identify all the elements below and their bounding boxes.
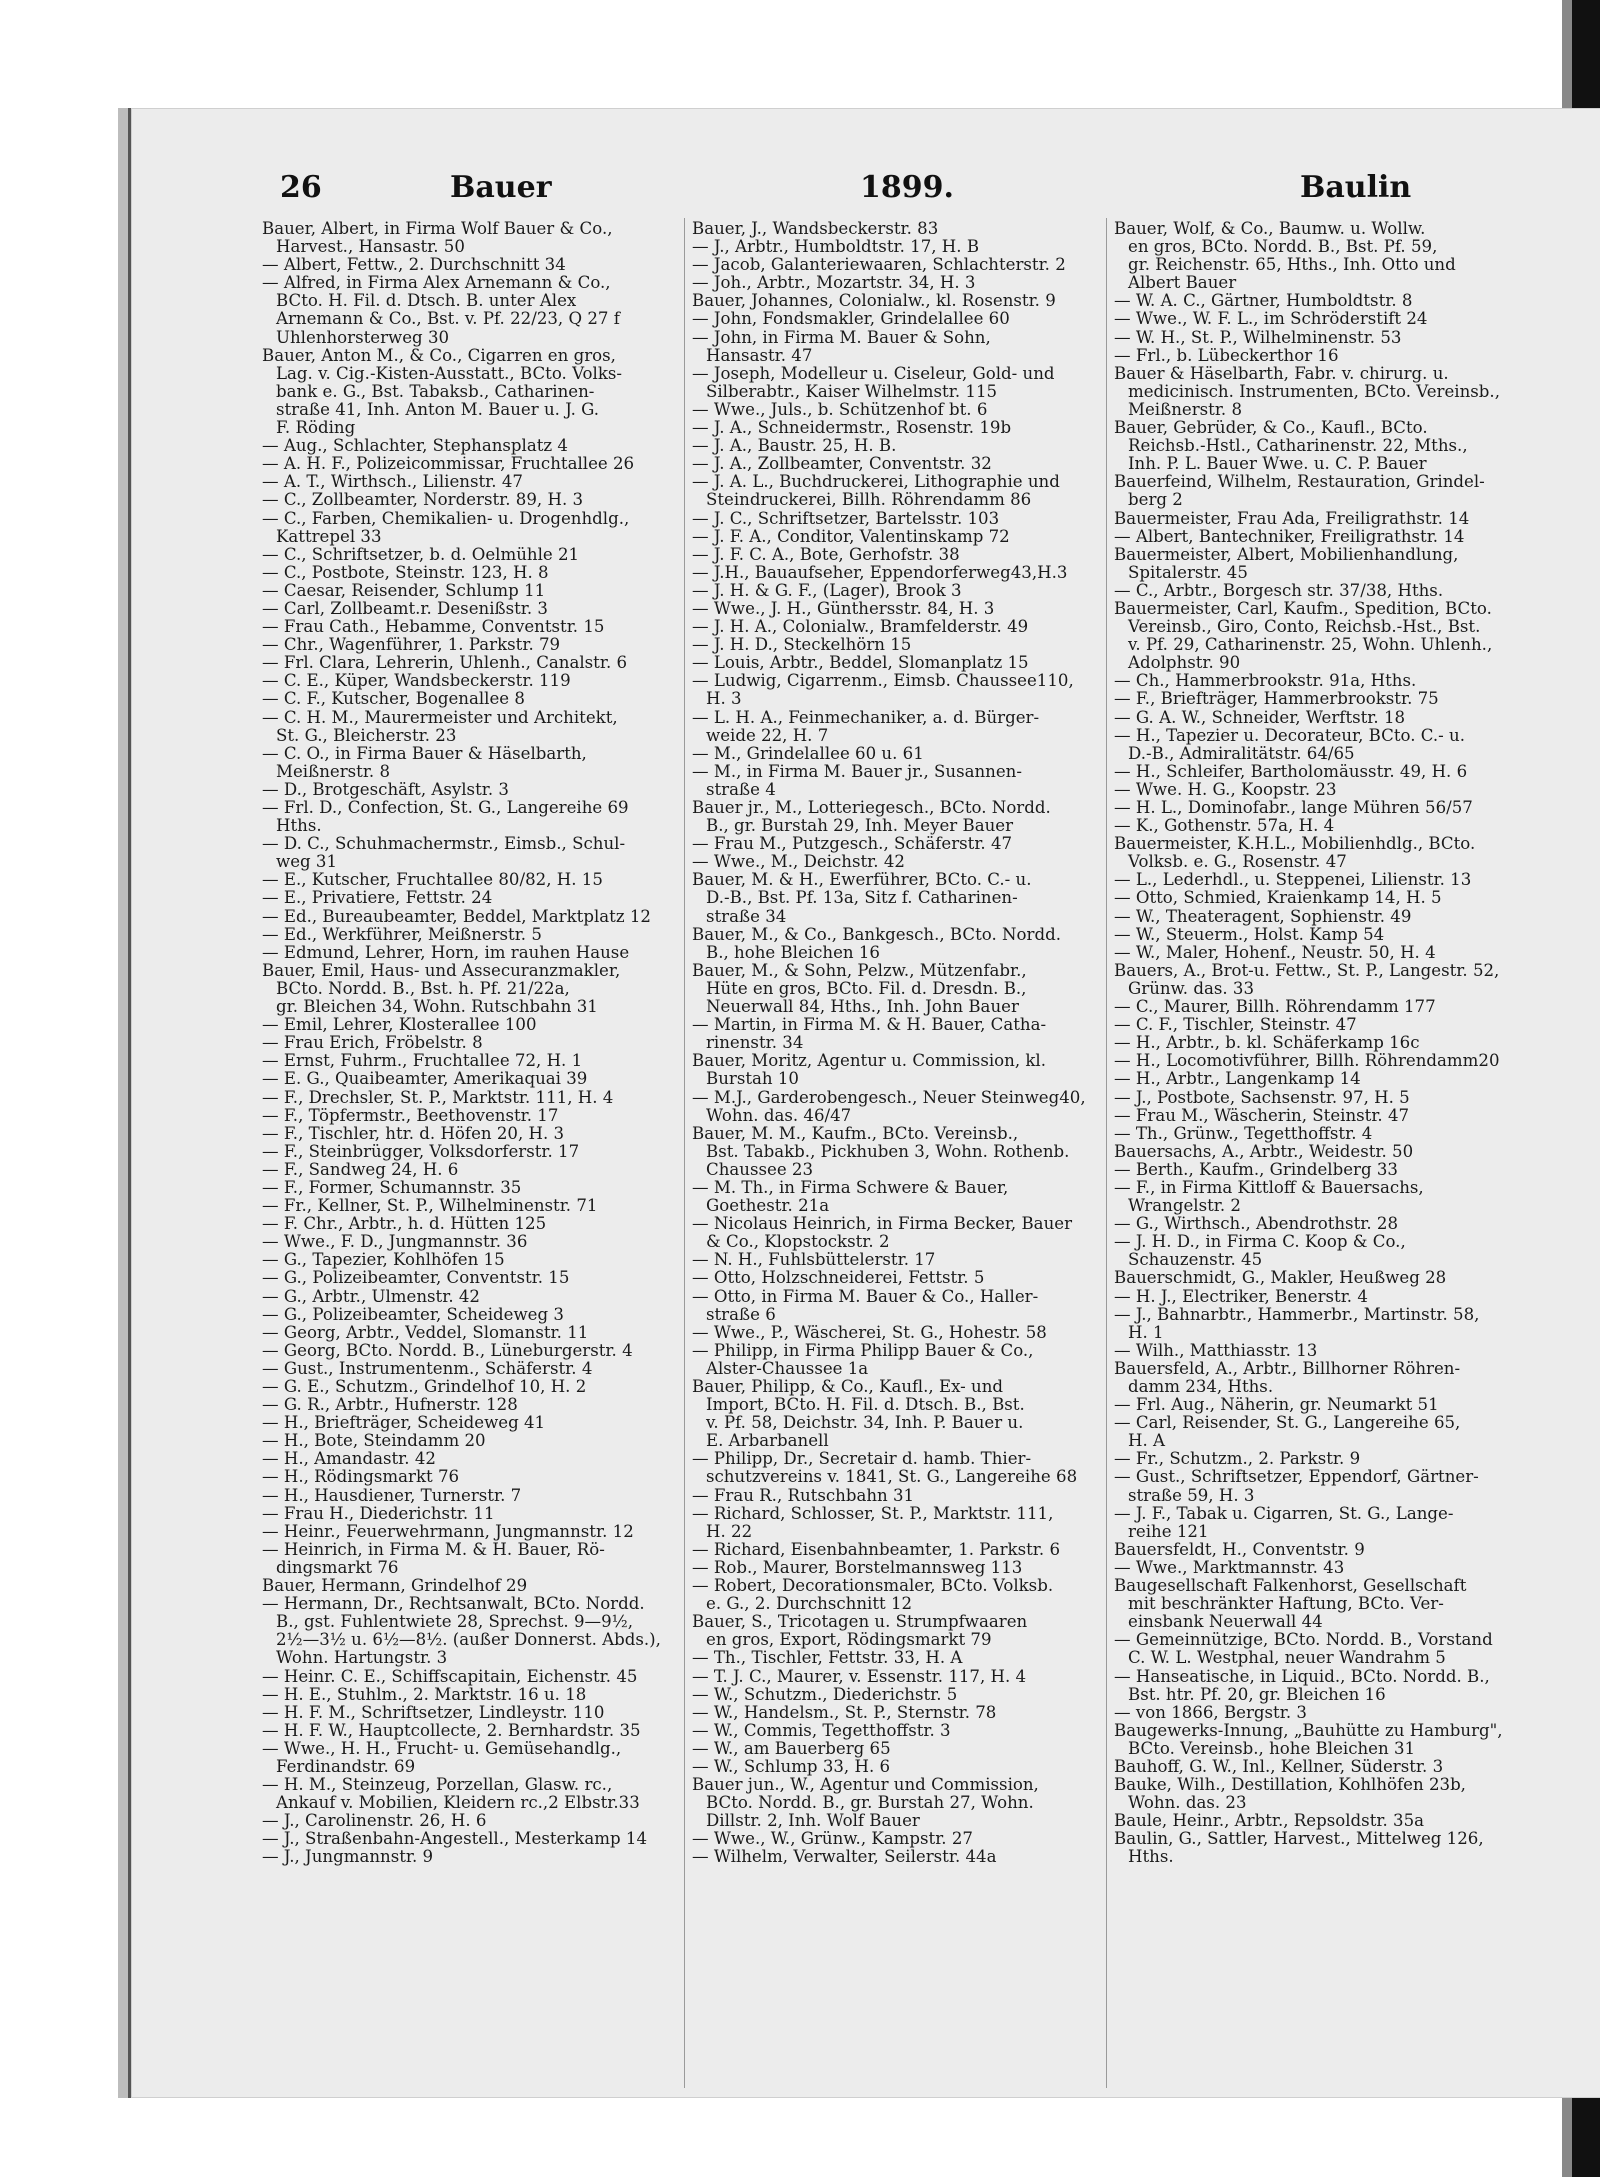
directory-entry: — F., Drechsler, St. P., Marktstr. 111, H. 4 bbox=[262, 1088, 614, 1107]
directory-entry: — Wwe., P., Wäscherei, St. G., Hohestr. 58 bbox=[692, 1323, 1047, 1342]
directory-entry: — H. J., Electriker, Benerstr. 4 bbox=[1114, 1287, 1368, 1306]
directory-entry: Bauermeister, Carl, Kaufm., Spedition, BCto. bbox=[1114, 599, 1492, 618]
directory-entry: Bauer, Johannes, Colonialw., kl. Rosenstr. 9 bbox=[692, 292, 1056, 311]
directory-entry: Alster-Chaussee 1a bbox=[706, 1359, 869, 1378]
directory-entry: Bauermeister, Frau Ada, Freiligrathstr. 14 bbox=[1114, 509, 1470, 528]
directory-entry: berg 2 bbox=[1128, 491, 1183, 510]
directory-entry: — J. A., Baustr. 25, H. B. bbox=[692, 437, 897, 456]
directory-entry: B., hohe Bleichen 16 bbox=[706, 943, 880, 962]
directory-entry: H. 3 bbox=[706, 690, 742, 709]
directory-entry: — Wwe., Juls., b. Schützenhof bt. 6 bbox=[692, 400, 988, 419]
directory-entry: — W., Theateragent, Sophienstr. 49 bbox=[1114, 907, 1412, 926]
directory-entry: schutzvereins v. 1841, St. G., Langereihe 68 bbox=[706, 1468, 1078, 1487]
directory-entry: — D., Brotgeschäft, Asylstr. 3 bbox=[262, 780, 509, 799]
column-2 bbox=[692, 220, 1132, 1867]
directory-entry: — Otto, in Firma M. Bauer & Co., Haller- bbox=[692, 1287, 1039, 1306]
directory-entry: — J., Jungmannstr. 9 bbox=[262, 1848, 434, 1867]
directory-entry: Bauer & Häselbarth, Fabr. v. chirurg. u. bbox=[1114, 364, 1449, 383]
directory-entry: — Wwe., Marktmannstr. 43 bbox=[1114, 1558, 1345, 1577]
directory-entry: — C., Farben, Chemikalien- u. Drogenhdlg., bbox=[262, 509, 630, 528]
directory-entry: Uhlenhorsterweg 30 bbox=[276, 328, 450, 347]
directory-entry: Bauer, M. & H., Ewerführer, BCto. C.- u. bbox=[692, 871, 1032, 890]
directory-entry: Arnemann & Co., Bst. v. Pf. 22/23, Q 27 f bbox=[276, 310, 620, 329]
directory-entry: — A. T., Wirthsch., Lilienstr. 47 bbox=[262, 473, 523, 492]
directory-entry: Bst. htr. Pf. 20, gr. Bleichen 16 bbox=[1128, 1685, 1386, 1704]
directory-entry: — H. F. M., Schriftsetzer, Lindleystr. 110 bbox=[262, 1703, 605, 1722]
directory-entry: — G., Polizeibeamter, Conventstr. 15 bbox=[262, 1269, 570, 1288]
directory-entry: — H. L., Dominofabr., lange Mühren 56/57 bbox=[1114, 799, 1473, 817]
directory-entry: mit beschränkter Haftung, BCto. Ver- bbox=[1128, 1595, 1444, 1614]
directory-entry: — F. Chr., Arbtr., h. d. Hütten 125 bbox=[262, 1215, 547, 1234]
directory-entry: gr. Bleichen 34, Wohn. Rutschbahn 31 bbox=[276, 998, 598, 1017]
directory-entry: Ankauf v. Mobilien, Kleidern rc.,2 Elbstr.33 bbox=[276, 1794, 640, 1813]
directory-entry: — J. A., Schneidermstr., Rosenstr. 19b bbox=[692, 419, 1012, 438]
directory-entry: Bauer, Albert, in Firma Wolf Bauer & Co., bbox=[262, 220, 613, 238]
directory-entry: — C. O., in Firma Bauer & Häselbarth, bbox=[262, 744, 587, 763]
directory-entry: Bauersfeld, A., Arbtr., Billhorner Röhren- bbox=[1114, 1359, 1461, 1378]
directory-entry: — J. F. A., Conditor, Valentinskamp 72 bbox=[692, 527, 1010, 546]
directory-entry: Wohn. das. 46/47 bbox=[706, 1106, 852, 1125]
directory-entry: — H. E., Stuhlm., 2. Marktstr. 16 u. 18 bbox=[262, 1685, 587, 1704]
directory-entry: Burstah 10 bbox=[706, 1070, 799, 1089]
directory-entry: — Heinrich, in Firma M. & H. Bauer, Rö- bbox=[262, 1540, 605, 1559]
directory-entry: — G., Arbtr., Ulmenstr. 42 bbox=[262, 1287, 480, 1306]
directory-entry: — W., Handelsm., St. P., Sternstr. 78 bbox=[692, 1703, 997, 1722]
directory-entry: Bauer, Wolf, & Co., Baumw. u. Wollw. bbox=[1114, 220, 1426, 238]
directory-entry: — W., Steuerm., Holst. Kamp 54 bbox=[1114, 925, 1385, 944]
directory-entry: Bauer jr., M., Lotteriegesch., BCto. Nordd. bbox=[692, 799, 1051, 817]
directory-entry: Reichsb.-Hstl., Catharinenstr. 22, Mths., bbox=[1128, 437, 1468, 456]
directory-entry: medicinisch. Instrumenten, BCto. Vereinsb., bbox=[1128, 382, 1500, 401]
directory-entry: — C., Postbote, Steinstr. 123, H. 8 bbox=[262, 563, 549, 582]
directory-entry: v. Pf. 29, Catharinenstr. 25, Wohn. Uhlenh., bbox=[1128, 636, 1493, 655]
directory-entry: — M.J., Garderobengesch., Neuer Steinweg40, bbox=[692, 1088, 1086, 1107]
directory-entry: D.-B., Bst. Pf. 13a, Sitz f. Catharinen- bbox=[706, 889, 1018, 908]
directory-entry: — Th., Tischler, Fettstr. 33, H. A bbox=[692, 1649, 963, 1668]
directory-entry: — Ernst, Fuhrm., Fruchtallee 72, H. 1 bbox=[262, 1052, 583, 1071]
column-3 bbox=[1114, 220, 1554, 1867]
directory-entry: Goethestr. 21a bbox=[706, 1197, 830, 1216]
directory-entry: — Wwe., M., Deichstr. 42 bbox=[692, 853, 905, 872]
directory-entry: Hths. bbox=[1128, 1848, 1174, 1867]
directory-entry: — Martin, in Firma M. & H. Bauer, Catha- bbox=[692, 1016, 1047, 1035]
directory-entry: — D. C., Schuhmachermstr., Eimsb., Schul- bbox=[262, 835, 626, 854]
header-left-word: Bauer bbox=[450, 170, 552, 205]
directory-entry: Bauer, S., Tricotagen u. Strumpfwaaren bbox=[692, 1613, 1028, 1632]
directory-entry: — J. H. D., Steckelhörn 15 bbox=[692, 636, 912, 655]
directory-entry: — L. H. A., Feinmechaniker, a. d. Bürger- bbox=[692, 708, 1040, 727]
directory-entry: Bauer, Philipp, & Co., Kaufl., Ex- und bbox=[692, 1378, 1004, 1396]
directory-entry: — H., Briefträger, Scheideweg 41 bbox=[262, 1414, 546, 1433]
directory-entry: Adolphstr. 90 bbox=[1128, 654, 1241, 673]
directory-entry: — Otto, Holzschneiderei, Fettstr. 5 bbox=[692, 1269, 985, 1288]
directory-entry: — C., Zollbeamter, Norderstr. 89, H. 3 bbox=[262, 491, 584, 510]
directory-entry: — Fr., Kellner, St. P., Wilhelminenstr. 71 bbox=[262, 1197, 598, 1216]
directory-entry: — H. M., Steinzeug, Porzellan, Glasw. rc., bbox=[262, 1776, 613, 1795]
directory-entry: Ferdinandstr. 69 bbox=[276, 1757, 416, 1776]
directory-entry: — J. C., Schriftsetzer, Bartelsstr. 103 bbox=[692, 509, 1000, 528]
directory-entry: bank e. G., Bst. Tabaksb., Catharinen- bbox=[276, 382, 595, 401]
directory-entry: Bst. Tabakb., Pickhuben 3, Wohn. Rothenb. bbox=[706, 1142, 1070, 1161]
directory-entry: — H., Arbtr., Langenkamp 14 bbox=[1114, 1070, 1361, 1089]
directory-entry: weg 31 bbox=[276, 853, 338, 872]
directory-entry: en gros, Export, Rödingsmarkt 79 bbox=[706, 1631, 992, 1650]
directory-entry: — J. F. C. A., Bote, Gerhofstr. 38 bbox=[692, 545, 960, 564]
directory-entry: Harvest., Hansastr. 50 bbox=[276, 238, 465, 257]
directory-entry: Lag. v. Cig.-Kisten-Ausstatt., BCto. Volks- bbox=[276, 364, 623, 383]
directory-entry: B., gst. Fuhlentwiete 28, Sprechst. 9—9½, bbox=[276, 1613, 634, 1632]
directory-entry: — F., Steinbrügger, Volksdorferstr. 17 bbox=[262, 1142, 580, 1161]
directory-entry: — Otto, Schmied, Kraienkamp 14, H. 5 bbox=[1114, 889, 1442, 908]
directory-entry: H. A bbox=[1128, 1432, 1166, 1451]
directory-entry: — Hanseatische, in Liquid., BCto. Nordd. B., bbox=[1114, 1667, 1490, 1686]
directory-entry: Bauer, Gebrüder, & Co., Kaufl., BCto. bbox=[1114, 419, 1428, 438]
directory-entry: Bauer, Moritz, Agentur u. Commission, kl. bbox=[692, 1052, 1047, 1071]
directory-entry: — H., Schleifer, Bartholomäusstr. 49, H. 6 bbox=[1114, 762, 1468, 781]
directory-entry: — H., Rödingsmarkt 76 bbox=[262, 1468, 460, 1487]
directory-entry: straße 59, H. 3 bbox=[1128, 1486, 1255, 1505]
directory-entry: Silberabtr., Kaiser Wilhelmstr. 115 bbox=[706, 382, 998, 401]
directory-entry: — Heinr. C. E., Schiffscapitain, Eichenstr. 45 bbox=[262, 1667, 638, 1686]
directory-entry: — Frau R., Rutschbahn 31 bbox=[692, 1486, 915, 1505]
directory-entry: Baugewerks-Innung, „Bauhütte zu Hamburg", bbox=[1114, 1721, 1503, 1740]
directory-entry: — Wilhelm, Verwalter, Seilerstr. 44a bbox=[692, 1848, 997, 1867]
directory-entry: Bauerfeind, Wilhelm, Restauration, Grindel- bbox=[1114, 473, 1485, 492]
directory-entry: — Frau M., Putzgesch., Schäferstr. 47 bbox=[692, 835, 1013, 854]
directory-entry: E. Arbarbanell bbox=[706, 1432, 829, 1451]
directory-entry: — M. Th., in Firma Schwere & Bauer, bbox=[692, 1178, 1009, 1197]
directory-entry: — W. H., St. P., Wilhelminenstr. 53 bbox=[1114, 328, 1402, 347]
directory-entry: gr. Reichenstr. 65, Hths., Inh. Otto und bbox=[1128, 256, 1456, 275]
directory-entry: — Carl, Reisender, St. G., Langereihe 65, bbox=[1114, 1414, 1461, 1433]
directory-entry: — W., am Bauerberg 65 bbox=[692, 1739, 891, 1758]
directory-entry: — Georg, BCto. Nordd. B., Lüneburgerstr. 4 bbox=[262, 1341, 633, 1360]
directory-entry: — Jacob, Galanteriewaaren, Schlachterstr. 2 bbox=[692, 256, 1066, 275]
directory-entry: Vereinsb., Giro, Conto, Reichsb.-Hst., Bst. bbox=[1128, 618, 1481, 637]
directory-entry: Bauersachs, A., Arbtr., Weidestr. 50 bbox=[1114, 1142, 1414, 1161]
directory-entry: — G. R., Arbtr., Hufnerstr. 128 bbox=[262, 1396, 518, 1415]
directory-entry: — Wwe., F. D., Jungmannstr. 36 bbox=[262, 1233, 528, 1252]
directory-entry: reihe 121 bbox=[1128, 1522, 1209, 1541]
directory-entry: Bauer, M., & Sohn, Pelzw., Mützenfabr., bbox=[692, 961, 1027, 980]
directory-entry: BCto. H. Fil. d. Dtsch. B. unter Alex bbox=[276, 292, 577, 311]
directory-entry: — E. G., Quaibeamter, Amerikaquai 39 bbox=[262, 1070, 588, 1089]
directory-entry: — F., Sandweg 24, H. 6 bbox=[262, 1160, 459, 1179]
directory-entry: Bauer, Anton M., & Co., Cigarren en gros, bbox=[262, 346, 616, 365]
directory-entry: — J., Straßenbahn-Angestell., Mesterkamp 14 bbox=[262, 1830, 648, 1849]
directory-entry: — Ed., Werkführer, Meißnerstr. 5 bbox=[262, 925, 542, 944]
directory-entry: — Nicolaus Heinrich, in Firma Becker, Bauer bbox=[692, 1215, 1073, 1234]
directory-entry: Hths. bbox=[276, 817, 322, 836]
directory-entry: — C. H. M., Maurermeister und Architekt, bbox=[262, 708, 618, 727]
directory-entry: Albert Bauer bbox=[1128, 274, 1237, 293]
directory-entry: — Chr., Wagenführer, 1. Parkstr. 79 bbox=[262, 636, 561, 655]
directory-entry: — Albert, Bantechniker, Freiligrathstr. 14 bbox=[1114, 527, 1465, 546]
directory-entry: — G., Tapezier, Kohlhöfen 15 bbox=[262, 1251, 505, 1270]
directory-entry: H. 22 bbox=[706, 1522, 753, 1541]
directory-entry: Meißnerstr. 8 bbox=[1128, 400, 1243, 419]
directory-entry: — J. A., Zollbeamter, Conventstr. 32 bbox=[692, 455, 992, 474]
directory-entry: — M., Grindelallee 60 u. 61 bbox=[692, 744, 924, 763]
column-1 bbox=[262, 220, 702, 1867]
directory-entry: — Joseph, Modelleur u. Ciseleur, Gold- und bbox=[692, 364, 1055, 383]
directory-entry: — F., in Firma Kittloff & Bauersachs, bbox=[1114, 1178, 1424, 1197]
directory-entry: — John, Fondsmakler, Grindelallee 60 bbox=[692, 310, 1010, 329]
directory-entry: — H., Locomotivführer, Billh. Röhrendamm20 bbox=[1114, 1052, 1500, 1071]
directory-entry: Bauermeister, Albert, Mobilienhandlung, bbox=[1114, 545, 1459, 564]
directory-entry: — J. H. A., Colonialw., Bramfelderstr. 49 bbox=[692, 618, 1029, 637]
directory-entry: — Wwe., W., Grünw., Kampstr. 27 bbox=[692, 1830, 973, 1849]
directory-entry: — W., Maler, Hohenf., Neustr. 50, H. 4 bbox=[1114, 943, 1436, 962]
directory-entry: — G., Wirthsch., Abendrothstr. 28 bbox=[1114, 1215, 1399, 1234]
page-edge-shadow bbox=[118, 108, 128, 2098]
directory-entry: — H., Bote, Steindamm 20 bbox=[262, 1432, 486, 1451]
directory-entry: — Albert, Fettw., 2. Durchschnitt 34 bbox=[262, 256, 566, 275]
directory-entry: — M., in Firma M. Bauer jr., Susannen- bbox=[692, 762, 1022, 781]
directory-entry: C. W. L. Westphal, neuer Wandrahm 5 bbox=[1128, 1649, 1446, 1668]
directory-entry: — Heinr., Feuerwehrmann, Jungmannstr. 12 bbox=[262, 1522, 634, 1541]
directory-entry: — Georg, Arbtr., Veddel, Slomanstr. 11 bbox=[262, 1323, 589, 1342]
directory-entry: — Ch., Hammerbrookstr. 91a, Hths. bbox=[1114, 672, 1417, 691]
directory-entry: — Ed., Bureaubeamter, Beddel, Marktplatz 12 bbox=[262, 907, 651, 926]
directory-entry: — Frl. D., Confection, St. G., Langereihe 69 bbox=[262, 799, 629, 817]
directory-entry: — E., Kutscher, Fruchtallee 80/82, H. 15 bbox=[262, 871, 603, 890]
directory-entry: Baulin, G., Sattler, Harvest., Mittelweg 126, bbox=[1114, 1830, 1484, 1849]
directory-entry: straße 34 bbox=[706, 907, 787, 926]
directory-entry: — J., Postbote, Sachsenstr. 97, H. 5 bbox=[1114, 1088, 1410, 1107]
page-number: 26 bbox=[280, 170, 322, 205]
directory-entry: — Richard, Eisenbahnbeamter, 1. Parkstr. 6 bbox=[692, 1540, 1061, 1559]
directory-entry: — C., Maurer, Billh. Röhrendamm 177 bbox=[1114, 998, 1436, 1017]
directory-entry: — Alfred, in Firma Alex Arnemann & Co., bbox=[262, 274, 611, 293]
directory-entry: — C. F., Kutscher, Bogenallee 8 bbox=[262, 690, 525, 709]
directory-entry: dingsmarkt 76 bbox=[276, 1558, 399, 1577]
directory-entry: straße 6 bbox=[706, 1305, 776, 1324]
directory-entry: — W., Schlump 33, H. 6 bbox=[692, 1757, 891, 1776]
directory-entry: — Frau Cath., Hebamme, Conventstr. 15 bbox=[262, 618, 605, 637]
directory-entry: einsbank Neuerwall 44 bbox=[1128, 1613, 1323, 1632]
directory-entry: — W. A. C., Gärtner, Humboldtstr. 8 bbox=[1114, 292, 1413, 311]
directory-entry: Neuerwall 84, Hths., Inh. John Bauer bbox=[706, 998, 1019, 1017]
directory-entry: — Frl. Aug., Näherin, gr. Neumarkt 51 bbox=[1114, 1396, 1439, 1415]
directory-entry: Bauer, J., Wandsbeckerstr. 83 bbox=[692, 220, 939, 238]
directory-entry: — C. E., Küper, Wandsbeckerstr. 119 bbox=[262, 672, 571, 691]
directory-entry: — T. J. C., Maurer, v. Essenstr. 117, H. 4 bbox=[692, 1667, 1027, 1686]
directory-entry: Kattrepel 33 bbox=[276, 527, 382, 546]
directory-entry: — J. H. & G. F., (Lager), Brook 3 bbox=[692, 581, 962, 600]
directory-entry: — C., Schriftsetzer, b. d. Oelmühle 21 bbox=[262, 545, 580, 564]
directory-entry: Bauer, Emil, Haus- und Assecuranzmakler, bbox=[262, 961, 621, 980]
directory-entry: H. 1 bbox=[1128, 1323, 1164, 1342]
directory-entry: Steindruckerei, Billh. Röhrendamm 86 bbox=[706, 491, 1032, 510]
directory-entry: — Carl, Zollbeamt.r. Desenißstr. 3 bbox=[262, 599, 548, 618]
directory-entry: — J. F., Tabak u. Cigarren, St. G., Lange- bbox=[1114, 1504, 1454, 1523]
directory-entry: D.-B., Admiralitätstr. 64/65 bbox=[1128, 744, 1355, 763]
directory-entry: — Gust., Instrumentenm., Schäferstr. 4 bbox=[262, 1359, 593, 1378]
directory-entry: — F., Former, Schumannstr. 35 bbox=[262, 1178, 522, 1197]
directory-entry: — W., Schutzm., Diederichstr. 5 bbox=[692, 1685, 958, 1704]
directory-entry: — E., Privatiere, Fettstr. 24 bbox=[262, 889, 493, 908]
directory-entry: Bauermeister, K.H.L., Mobilienhdlg., BCto. bbox=[1114, 835, 1476, 854]
directory-entry: Import, BCto. H. Fil. d. Dtsch. B., Bst. bbox=[706, 1396, 1025, 1415]
directory-entry: — Th., Grünw., Tegetthoffstr. 4 bbox=[1114, 1124, 1373, 1143]
directory-entry: — J., Bahnarbtr., Hammerbr., Martinstr. 58, bbox=[1114, 1305, 1480, 1324]
directory-entry: — Caesar, Reisender, Schlump 11 bbox=[262, 581, 546, 600]
directory-entry: — Robert, Decorationsmaler, BCto. Volksb. bbox=[692, 1577, 1054, 1596]
directory-entry: — Gemeinnützige, BCto. Nordd. B., Vorstand bbox=[1114, 1631, 1493, 1650]
directory-entry: — Ludwig, Cigarrenm., Eimsb. Chaussee110, bbox=[692, 672, 1074, 691]
directory-entry: — H., Hausdiener, Turnerstr. 7 bbox=[262, 1486, 522, 1505]
directory-entry: straße 41, Inh. Anton M. Bauer u. J. G. bbox=[276, 400, 600, 419]
directory-entry: Bauer, Hermann, Grindelhof 29 bbox=[262, 1577, 528, 1596]
directory-entry: — Joh., Arbtr., Mozartstr. 34, H. 3 bbox=[692, 274, 976, 293]
directory-entry: BCto. Vereinsb., hohe Bleichen 31 bbox=[1128, 1739, 1416, 1758]
directory-entry: — J. A. L., Buchdruckerei, Lithographie und bbox=[692, 473, 1060, 492]
header-year: 1899. bbox=[860, 170, 954, 205]
directory-entry: — Wwe., H. H., Frucht- u. Gemüsehandlg., bbox=[262, 1739, 622, 1758]
directory-entry: — L., Lederhdl., u. Steppenei, Lilienstr. 13 bbox=[1114, 871, 1472, 890]
directory-entry: — Frau H., Diederichstr. 11 bbox=[262, 1504, 495, 1523]
directory-entry: B., gr. Burstah 29, Inh. Meyer Bauer bbox=[706, 817, 1014, 836]
directory-entry: — Frl. Clara, Lehrerin, Uhlenh., Canalstr. 6 bbox=[262, 654, 628, 673]
directory-entry: — Frau Erich, Fröbelstr. 8 bbox=[262, 1034, 483, 1053]
directory-entry: — J., Carolinenstr. 26, H. 6 bbox=[262, 1812, 487, 1831]
directory-entry: Wrangelstr. 2 bbox=[1128, 1197, 1241, 1216]
directory-entry: Hansastr. 47 bbox=[706, 346, 813, 365]
directory-entry: — H. F. W., Hauptcollecte, 2. Bernhardstr. 35 bbox=[262, 1721, 641, 1740]
directory-entry: — Frl., b. Lübeckerthor 16 bbox=[1114, 346, 1339, 365]
directory-entry: Bauersfeldt, H., Conventstr. 9 bbox=[1114, 1540, 1365, 1559]
directory-entry: — J., Arbtr., Humboldtstr. 17, H. B bbox=[692, 238, 980, 257]
directory-entry: — John, in Firma M. Bauer & Sohn, bbox=[692, 328, 991, 347]
directory-entry: — W., Commis, Tegetthoffstr. 3 bbox=[692, 1721, 951, 1740]
directory-entry: Hüte en gros, BCto. Fil. d. Dresdn. B., bbox=[706, 979, 1027, 998]
directory-entry: — A. H. F., Polizeicommissar, Fruchtallee 26 bbox=[262, 455, 635, 474]
directory-entry: — Wwe. H. G., Koopstr. 23 bbox=[1114, 780, 1337, 799]
directory-entry: — F., Tischler, htr. d. Höfen 20, H. 3 bbox=[262, 1124, 565, 1143]
directory-entry: — Wilh., Matthiasstr. 13 bbox=[1114, 1341, 1318, 1360]
directory-entry: Meißnerstr. 8 bbox=[276, 762, 391, 781]
directory-entry: — H., Arbtr., b. kl. Schäferkamp 16c bbox=[1114, 1034, 1420, 1053]
directory-entry: straße 4 bbox=[706, 780, 776, 799]
directory-entry: Chaussee 23 bbox=[706, 1160, 814, 1179]
directory-entry: — G., Polizeibeamter, Scheideweg 3 bbox=[262, 1305, 564, 1324]
directory-entry: — F., Töpfermstr., Beethovenstr. 17 bbox=[262, 1106, 559, 1125]
directory-entry: — Wwe., W. F. L., im Schröderstift 24 bbox=[1114, 310, 1428, 329]
directory-entry: — Wwe., J. H., Günthersstr. 84, H. 3 bbox=[692, 599, 995, 618]
directory-entry: — Emil, Lehrer, Klosterallee 100 bbox=[262, 1016, 537, 1035]
directory-entry: Bauerschmidt, G., Makler, Heußweg 28 bbox=[1114, 1269, 1447, 1288]
header-right-word: Baulin bbox=[1300, 170, 1412, 205]
directory-entry: — C. F., Tischler, Steinstr. 47 bbox=[1114, 1016, 1357, 1035]
directory-entry: Wohn. Hartungstr. 3 bbox=[276, 1649, 448, 1668]
page-header bbox=[150, 170, 1530, 210]
directory-entry: en gros, BCto. Nordd. B., Bst. Pf. 59, bbox=[1128, 238, 1438, 257]
directory-entry: BCto. Nordd. B., Bst. h. Pf. 21/22a, bbox=[276, 979, 570, 998]
directory-entry: Spitalerstr. 45 bbox=[1128, 563, 1248, 582]
directory-entry: e. G., 2. Durchschnitt 12 bbox=[706, 1595, 913, 1614]
directory-entry: — Louis, Arbtr., Beddel, Slomanplatz 15 bbox=[692, 654, 1029, 673]
directory-entry: Baule, Heinr., Arbtr., Repsoldstr. 35a bbox=[1114, 1812, 1425, 1831]
directory-entry: Grünw. das. 33 bbox=[1128, 979, 1255, 998]
directory-entry: — Rob., Maurer, Borstelmannsweg 113 bbox=[692, 1558, 1023, 1577]
directory-entry: — Gust., Schriftsetzer, Eppendorf, Gärtner- bbox=[1114, 1468, 1479, 1487]
directory-entry: — N. H., Fuhlsbüttelerstr. 17 bbox=[692, 1251, 936, 1270]
directory-entry: Bauers, A., Brot-u. Fettw., St. P., Langestr. 52, bbox=[1114, 961, 1500, 980]
directory-entry: F. Röding bbox=[276, 419, 356, 438]
directory-entry: Bauer, M., & Co., Bankgesch., BCto. Nordd. bbox=[692, 925, 1061, 944]
directory-entry: Baugesellschaft Falkenhorst, Gesellschaft bbox=[1114, 1577, 1467, 1596]
directory-entry: — J. H. D., in Firma C. Koop & Co., bbox=[1114, 1233, 1406, 1252]
directory-entry: — F., Briefträger, Hammerbrookstr. 75 bbox=[1114, 690, 1439, 709]
directory-entry: Bauhoff, G. W., Inl., Kellner, Süderstr. 3 bbox=[1114, 1757, 1444, 1776]
directory-entry: Volksb. e. G., Rosenstr. 47 bbox=[1128, 853, 1347, 872]
directory-entry: — Philipp, in Firma Philipp Bauer & Co., bbox=[692, 1341, 1034, 1360]
directory-entry: & Co., Klopstockstr. 2 bbox=[706, 1233, 890, 1252]
directory-entry: damm 234, Hths. bbox=[1128, 1378, 1274, 1396]
directory-entry: — H., Amandastr. 42 bbox=[262, 1450, 436, 1469]
directory-entry: — Edmund, Lehrer, Horn, im rauhen Hause bbox=[262, 943, 630, 962]
directory-entry: BCto. Nordd. B., gr. Burstah 27, Wohn. bbox=[706, 1794, 1034, 1813]
directory-entry: Bauer, M. M., Kaufm., BCto. Vereinsb., bbox=[692, 1124, 1019, 1143]
directory-entry: — Berth., Kaufm., Grindelberg 33 bbox=[1114, 1160, 1398, 1179]
directory-entry: Dillstr. 2, Inh. Wolf Bauer bbox=[706, 1812, 920, 1831]
directory-entry: — C., Arbtr., Borgesch str. 37/38, Hths. bbox=[1114, 581, 1444, 600]
directory-entry: — H., Tapezier u. Decorateur, BCto. C.- u. bbox=[1114, 726, 1465, 745]
directory-entry: — von 1866, Bergstr. 3 bbox=[1114, 1703, 1307, 1722]
directory-entry: — Aug., Schlachter, Stephansplatz 4 bbox=[262, 437, 568, 456]
directory-entry: — G. E., Schutzm., Grindelhof 10, H. 2 bbox=[262, 1378, 587, 1396]
directory-entry: — K., Gothenstr. 57a, H. 4 bbox=[1114, 817, 1335, 836]
directory-entry: Schauzenstr. 45 bbox=[1128, 1251, 1263, 1270]
directory-entry: — J.H., Bauaufseher, Eppendorferweg43,H.3 bbox=[692, 563, 1068, 582]
directory-entry: weide 22, H. 7 bbox=[706, 726, 829, 745]
directory-entry: v. Pf. 58, Deichstr. 34, Inh. P. Bauer u. bbox=[706, 1414, 1024, 1433]
directory-entry: Bauke, Wilh., Destillation, Kohlhöfen 23b, bbox=[1114, 1776, 1466, 1795]
directory-entry: — Philipp, Dr., Secretair d. hamb. Thier- bbox=[692, 1450, 1032, 1469]
directory-entry: Wohn. das. 23 bbox=[1128, 1794, 1247, 1813]
directory-entry: — Frau M., Wäscherin, Steinstr. 47 bbox=[1114, 1106, 1410, 1125]
directory-entry: — Hermann, Dr., Rechtsanwalt, BCto. Nordd. bbox=[262, 1595, 645, 1614]
directory-entry: — G. A. W., Schneider, Werftstr. 18 bbox=[1114, 708, 1406, 727]
directory-entry: St. G., Bleicherstr. 23 bbox=[276, 726, 457, 745]
directory-entry: Bauer jun., W., Agentur und Commission, bbox=[692, 1776, 1039, 1795]
directory-entry: — Fr., Schutzm., 2. Parkstr. 9 bbox=[1114, 1450, 1361, 1469]
directory-entry: — Richard, Schlosser, St. P., Marktstr. 111, bbox=[692, 1504, 1054, 1523]
directory-entry: 2½—3½ u. 6½—8½. (außer Donnerst. Abds.), bbox=[276, 1631, 661, 1650]
directory-entry: rinenstr. 34 bbox=[706, 1034, 804, 1053]
directory-entry: Inh. P. L. Bauer Wwe. u. C. P. Bauer bbox=[1128, 455, 1427, 474]
